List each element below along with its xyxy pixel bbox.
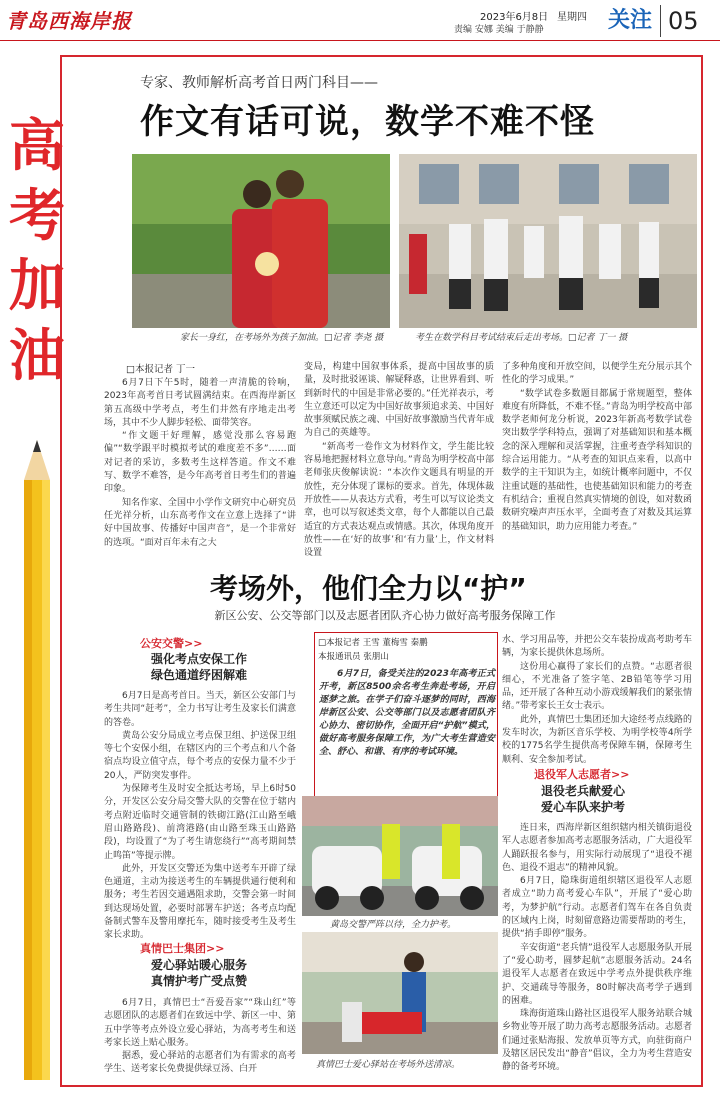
section-tag-bus: 真情巴士集团>> — [140, 942, 225, 955]
paragraph: 连日来，西海岸新区组织辖内相关镇街退役军人志愿者参加高考志愿服务活动，广大退役军人踊跃报名参与，用实际行动展现了“退役不褪色、退役不退志”的精神风貌。 — [502, 823, 692, 873]
header-weekday: 星期四 — [557, 12, 587, 23]
paragraph: 珠海街道珠山路社区退役军人服务站联合城乡物业等开展了助力高考志愿服务活动。志愿者们通过张贴海报、发放单页等方式，向驻街商户及辖区居民发出“静音”倡议，全力为考生营造安静的备考环境。 — [502, 1009, 692, 1073]
paragraph: 6月7日下午5时，随着一声清脆的铃响，2023年高考首日考试圆满结束。在西海岸新区第五高级中学考点，考生们井然有序地走出考场，其中不少人脚步轻松、面带笑容。 — [104, 378, 296, 428]
photo-bus-station — [302, 932, 498, 1054]
article1-kicker: 专家、教师解析高考首日两门科目—— — [140, 75, 378, 91]
paragraph: 6月7日是高考首日。当天，新区公安部门与考生共同“赶考”，全力书写让考生及家长们满意的答卷。 — [104, 691, 296, 728]
article2-title: 考场外，他们全力以“护” — [210, 572, 527, 605]
banner-char: 高 — [9, 114, 65, 179]
article2-byline2: 本报通讯员 张朋山 — [318, 652, 389, 662]
photo2-caption: 考生在数学科目考试结束后走出考场。□记者 丁一 摄 — [415, 333, 628, 343]
page-number: 05 — [668, 7, 699, 35]
banner-gaokao-jiayou — [8, 112, 70, 392]
article1-col1 — [104, 377, 296, 550]
photo1-caption: 家长一身红，在考场外为孩子加油。□记者 李尧 摄 — [180, 333, 384, 343]
article2-subtitle: 新区公安、公交等部门以及志愿者团队齐心协力做好高考服务保障工作 — [214, 609, 556, 622]
paragraph: 了多种角度和开放空间，以便学生充分展示其个性化的学习成果。” — [502, 362, 692, 386]
paragraph: 水、学习用品等，并把公交车装扮成高考助考车辆，为家长提供休息场所。 — [502, 635, 692, 659]
sec1-head2: 绿色通道纾困解难 — [150, 668, 247, 682]
banner-char: 考 — [9, 184, 65, 249]
photo3-caption: 黄岛交警严阵以待，全力护考。 — [330, 920, 457, 930]
article1-byline: □本报记者 丁一 — [126, 364, 195, 375]
paragraph: 知名作家、全国中小学作文研究中心研究员任光祥分析，山东高考作文在立意上选择了“讲好中国故事、传播好中国声音”，是一个非常好的选项。“面对百年未有之大 — [104, 497, 296, 548]
paragraph: 变局，构建中国叙事体系，提高中国故事的质量，及时批驳诬谈、解疑释惑，让世界看到、听到新时代的中国是非常必要的。”任光祥表示，考生立意还可以定为中国好故事须追求美、中国好故事须赋民族之魂、中国好故事激励当代青年成为自己的英雄等。 — [304, 362, 494, 439]
article1-title: 作文有话可说，数学不难不怪 — [140, 102, 595, 142]
paragraph: 6月7日，备受关注的2023年高考正式开考，新区8500余名考生奔赴考场，开启逐梦之旅。在学子们奋斗逐梦的同时，西海岸新区公安、公交等部门以及志愿者团队齐心协力、密切协作，全面开启“护航”模式，做好高考服务保障工作，为广大考生营造安全、舒心、和谐、有序的考试环境。 — [319, 669, 495, 757]
article2-col3 — [502, 634, 692, 767]
paragraph: 辛安街道“老兵情”退役军人志愿服务队开展了“爱心助考，圆梦起航”志愿服务活动。24名退役军人志愿者在致远中学考点外提供秩序维护、交通疏导等服务，80时解决高考学子遇到的困难。 — [502, 942, 692, 1006]
header-editors: 责编 安娜 美编 于静静 — [454, 25, 544, 35]
sec3-body — [502, 822, 692, 1075]
photo-parents-red — [132, 154, 390, 328]
header-divider — [0, 40, 720, 41]
sec3-head1: 退役老兵献爱心 — [540, 784, 625, 798]
sec2-head2: 真情护考广受点赞 — [150, 974, 247, 988]
banner-char: 加 — [9, 254, 65, 319]
article2-byline1: □本报记者 王雪 董梅雪 秦鹏 — [318, 638, 428, 648]
paragraph: 此外，真情巴士集团还加大途经考点线路的发车时次，为新区音乐学校、为明学校等4所学校的1775名学生提供高考保障车辆，保障考生顺利、安全参加考试。 — [502, 714, 692, 765]
sec2-head1: 爱心驿站暖心服务 — [150, 958, 247, 972]
masthead-logo: 青岛西海岸报 — [6, 9, 132, 33]
paragraph: 这份用心赢得了家长们的点赞。“志愿者很细心，不光准备了签字笔、2B铅笔等学习用品，还开展了各种互动小游戏缓解我们的紧张情绪。”带考家长王女士表示。 — [502, 661, 692, 712]
banner-char: 油 — [9, 324, 65, 389]
sec3-head2: 爱心车队来护考 — [540, 800, 625, 814]
paragraph: 此外，开发区交警还为集中送考车开辟了绿色通道，主动为接送考生的车辆提供通行便利和服务；考生若因交通遇阻求助，交警会第一时间到达现场处置，必要时部署车护送；各考点均配备制式警车及警用摩托车，随时接受考生及考生家长求助。 — [104, 863, 296, 941]
sec2-body — [104, 997, 296, 1077]
paragraph: 6月7日，真情巴士“吾爱吾家”“珠山红”等志愿团队的志愿者们在致远中学、新区一中、第五中学等考点外设立爱心驿站，为高考考生和送考家长送上贴心服务。 — [104, 998, 296, 1048]
section-tag-police: 公安交警>> — [140, 637, 203, 650]
pencil-graphic — [22, 440, 52, 1080]
paragraph: 6月7日，隐珠街道组织辖区退役军人志愿者成立“助力高考爱心车队”，开展了“爱心助考，为梦护航”行动。志愿者们驾车在各自负责的区域内上岗，时刻留意路边需要帮助的考生，提供“捎手即停”服务。 — [502, 876, 692, 940]
photo4-caption: 真情巴士爱心驿站在考场外送清凉。 — [316, 1060, 461, 1070]
article1-col2 — [304, 361, 494, 560]
sec1-body — [104, 690, 296, 943]
paragraph: 据悉，爱心驿站的志愿者们为有需求的高考学生、送考家长免费提供绿豆汤、白开 — [104, 1051, 296, 1075]
section-title: 关注 — [600, 5, 661, 37]
article1-col3 — [502, 361, 692, 534]
sec1-head1: 强化考点安保工作 — [150, 652, 247, 666]
header-date: 2023年6月8日 — [480, 12, 549, 23]
paragraph: 为保障考生及时安全抵达考场，早上6时50分，开发区公安分局交警大队的交警在位于辖内考点附近临时交通管制的铁砌江路(江山路至峨眉山路路段)、前湾港路(由山路至珠玉山路路段)，均设置了“为了考生请您绕行”“高考期间禁止鸣笛”等提示牌。 — [104, 784, 296, 861]
intro-text — [319, 668, 495, 759]
paragraph: “作文题干好理解，感觉没那么容易跑偏”“数学跟平时模拟考试的难度差不多”……面对记者的采访，多数考生这样答道。作文不难写、数学不难答，是今年高考首日考生们的普遍印象。 — [104, 431, 296, 495]
paragraph: “数学试卷多数题目都属于常规题型，整体难度有所降低，不难不怪。”青岛为明学校高中部数学老师何龙分析说，2023年新高考数学试卷突出数学学科特点，强调了对基础知识和基本概念的深入理解和灵活掌握，注重考查学科知识的综合运用能力。“从考查的知识点来看，以高中数学的主干知识为主，如统计概率问题中，不仅注重试题的基础性，也使基础知识和能力的考查有机结合；重视自然真实情境的创设，如对数函数研究噪声声压水平，全面考查了对数及其运算的基础知识，助力应用能力考查。” — [502, 388, 692, 532]
paragraph: 黄岛公安分局成立考点保卫组、护送保卫组等七个安保小组，在辖区内的三个考点和八个备宿点均设立值守点，每个考点的安保力量不少于20人，严防突发事件。 — [104, 730, 296, 781]
photo-students-exit — [399, 154, 697, 328]
section-tag-veterans: 退役军人志愿者>> — [534, 768, 630, 781]
photo-traffic-police — [302, 796, 498, 916]
paragraph: “新高考一卷作文为材料作文，学生能比较容易地把握材料立意导向。”青岛为明学校高中部老师张庆俊解读说：“本次作文题具有明显的开放性，充分体现了课标的要求。首先，体现体裁开放性——从表达方式看，考生可以写议论类文章，也可以写叙述类文章，每个人都能以自己最适宜的方式表达观点或情感。其次，体现角度开放性——在‘好的故事’和‘有力量’上，作文材料设置 — [304, 441, 494, 559]
